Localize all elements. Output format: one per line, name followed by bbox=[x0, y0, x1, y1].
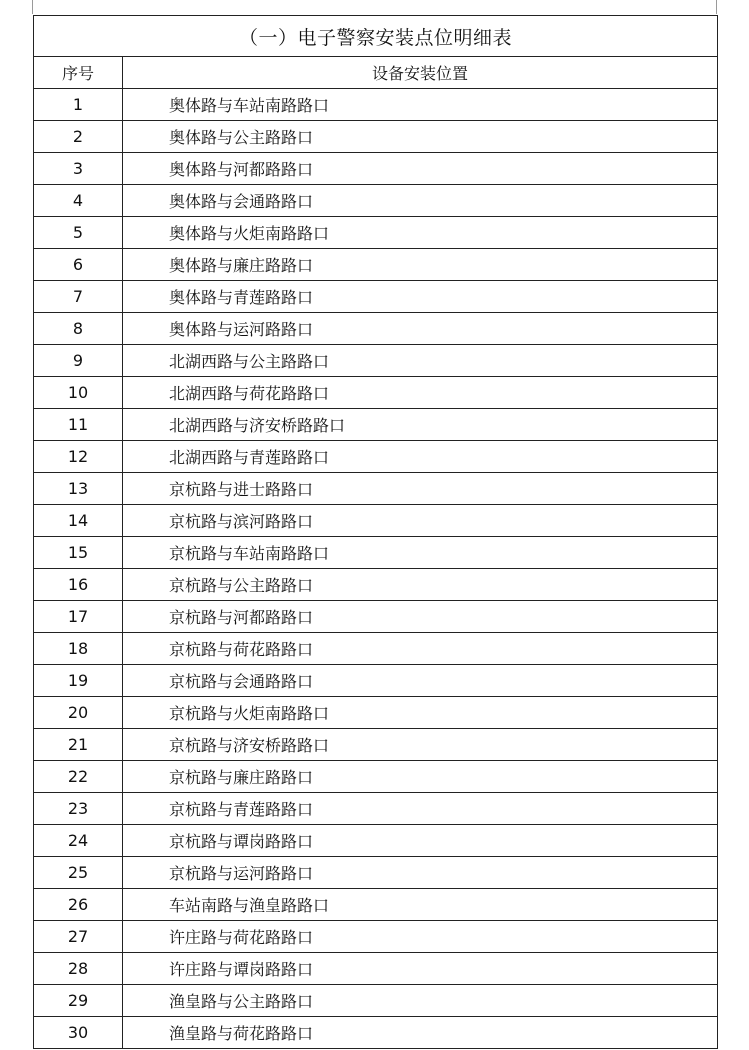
install-location-cell: 北湖西路与荷花路路口 bbox=[123, 377, 718, 409]
table-row bbox=[34, 153, 718, 185]
install-location-cell: 奥体路与车站南路路口 bbox=[123, 89, 718, 121]
install-location-cell: 渔皇路与荷花路路口 bbox=[123, 1017, 718, 1049]
table-row bbox=[34, 441, 718, 473]
serial-number-cell: 18 bbox=[34, 633, 123, 665]
installation-detail-table bbox=[33, 15, 718, 1049]
serial-number-cell: 8 bbox=[34, 313, 123, 345]
table-body bbox=[34, 89, 718, 1049]
serial-number-cell: 25 bbox=[34, 857, 123, 889]
table-row bbox=[34, 729, 718, 761]
install-location-cell: 奥体路与公主路路口 bbox=[123, 121, 718, 153]
serial-number-cell: 24 bbox=[34, 825, 123, 857]
install-location-cell: 京杭路与济安桥路路口 bbox=[123, 729, 718, 761]
install-location-cell: 许庄路与谭岗路路口 bbox=[123, 953, 718, 985]
crop-mark-right bbox=[716, 0, 717, 14]
table-row bbox=[34, 345, 718, 377]
install-location-cell: 京杭路与河都路路口 bbox=[123, 601, 718, 633]
table-row bbox=[34, 217, 718, 249]
serial-number-cell: 30 bbox=[34, 1017, 123, 1049]
install-location-cell: 北湖西路与济安桥路路口 bbox=[123, 409, 718, 441]
table-row bbox=[34, 889, 718, 921]
serial-number-cell: 29 bbox=[34, 985, 123, 1017]
table-row bbox=[34, 601, 718, 633]
install-location-cell: 北湖西路与公主路路口 bbox=[123, 345, 718, 377]
table-row bbox=[34, 89, 718, 121]
table-row bbox=[34, 121, 718, 153]
install-location-cell: 京杭路与廉庄路路口 bbox=[123, 761, 718, 793]
table-row bbox=[34, 985, 718, 1017]
serial-number-cell: 2 bbox=[34, 121, 123, 153]
table-row bbox=[34, 313, 718, 345]
install-location-cell: 车站南路与渔皇路路口 bbox=[123, 889, 718, 921]
serial-number-cell: 1 bbox=[34, 89, 123, 121]
serial-number-cell: 11 bbox=[34, 409, 123, 441]
serial-number-cell: 5 bbox=[34, 217, 123, 249]
serial-number-cell: 9 bbox=[34, 345, 123, 377]
serial-number-cell: 14 bbox=[34, 505, 123, 537]
serial-number-cell: 12 bbox=[34, 441, 123, 473]
serial-number-cell: 19 bbox=[34, 665, 123, 697]
serial-number-cell: 23 bbox=[34, 793, 123, 825]
install-location-cell: 京杭路与滨河路路口 bbox=[123, 505, 718, 537]
table-row bbox=[34, 377, 718, 409]
table-row bbox=[34, 1017, 718, 1049]
table-row bbox=[34, 249, 718, 281]
serial-number-cell: 4 bbox=[34, 185, 123, 217]
table-row bbox=[34, 921, 718, 953]
install-location-cell: 京杭路与青莲路路口 bbox=[123, 793, 718, 825]
serial-number-cell: 20 bbox=[34, 697, 123, 729]
table-row bbox=[34, 761, 718, 793]
serial-number-cell: 16 bbox=[34, 569, 123, 601]
install-location-cell: 奥体路与青莲路路口 bbox=[123, 281, 718, 313]
install-location-cell: 奥体路与火炬南路路口 bbox=[123, 217, 718, 249]
install-location-cell: 京杭路与公主路路口 bbox=[123, 569, 718, 601]
serial-number-cell: 3 bbox=[34, 153, 123, 185]
table-title-row bbox=[34, 16, 718, 57]
install-location-cell: 京杭路与车站南路路口 bbox=[123, 537, 718, 569]
serial-number-cell: 15 bbox=[34, 537, 123, 569]
serial-number-cell: 28 bbox=[34, 953, 123, 985]
install-location-cell: 京杭路与进士路路口 bbox=[123, 473, 718, 505]
table-title: （一）电子警察安装点位明细表 bbox=[34, 16, 718, 57]
table-row bbox=[34, 505, 718, 537]
install-location-cell: 京杭路与运河路路口 bbox=[123, 857, 718, 889]
serial-number-cell: 7 bbox=[34, 281, 123, 313]
install-location-cell: 许庄路与荷花路路口 bbox=[123, 921, 718, 953]
table-row bbox=[34, 825, 718, 857]
install-location-cell: 京杭路与会通路路口 bbox=[123, 665, 718, 697]
serial-number-cell: 17 bbox=[34, 601, 123, 633]
serial-number-cell: 13 bbox=[34, 473, 123, 505]
table-row bbox=[34, 857, 718, 889]
table-row bbox=[34, 409, 718, 441]
table-row bbox=[34, 697, 718, 729]
install-location-cell: 北湖西路与青莲路路口 bbox=[123, 441, 718, 473]
install-location-cell: 奥体路与廉庄路路口 bbox=[123, 249, 718, 281]
serial-number-cell: 21 bbox=[34, 729, 123, 761]
table-header-row bbox=[34, 57, 718, 89]
serial-number-cell: 26 bbox=[34, 889, 123, 921]
serial-number-cell: 27 bbox=[34, 921, 123, 953]
table-row bbox=[34, 473, 718, 505]
install-location-cell: 奥体路与会通路路口 bbox=[123, 185, 718, 217]
table-row bbox=[34, 537, 718, 569]
install-location-cell: 京杭路与火炬南路路口 bbox=[123, 697, 718, 729]
table-row bbox=[34, 793, 718, 825]
table-row bbox=[34, 569, 718, 601]
install-location-cell: 奥体路与河都路路口 bbox=[123, 153, 718, 185]
table-row bbox=[34, 953, 718, 985]
install-location-cell: 奥体路与运河路路口 bbox=[123, 313, 718, 345]
install-location-cell: 京杭路与荷花路路口 bbox=[123, 633, 718, 665]
crop-mark-left bbox=[32, 0, 33, 14]
serial-number-cell: 10 bbox=[34, 377, 123, 409]
table-row bbox=[34, 281, 718, 313]
header-serial-number: 序号 bbox=[34, 57, 123, 89]
serial-number-cell: 22 bbox=[34, 761, 123, 793]
table-row bbox=[34, 665, 718, 697]
table-row bbox=[34, 185, 718, 217]
serial-number-cell: 6 bbox=[34, 249, 123, 281]
install-location-cell: 京杭路与谭岗路路口 bbox=[123, 825, 718, 857]
table-row bbox=[34, 633, 718, 665]
install-location-cell: 渔皇路与公主路路口 bbox=[123, 985, 718, 1017]
header-install-location: 设备安装位置 bbox=[123, 57, 718, 89]
